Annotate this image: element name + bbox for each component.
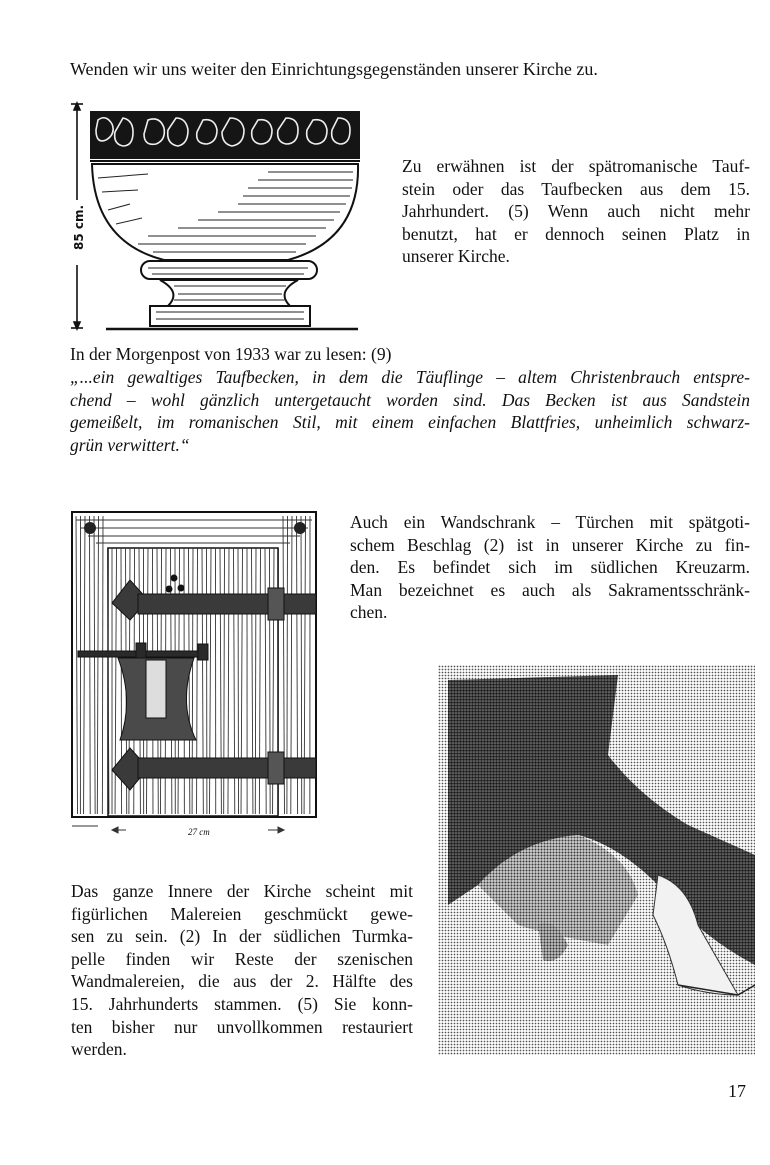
text-line: schem Beschlag (2) ist in unserer Kirche zu fin- — [350, 534, 750, 555]
newspaper-quote — [70, 366, 750, 456]
cabinet-door-illustration — [68, 508, 330, 853]
quote-line: chend – wohl gänzlich untergetaucht worden sind. Das Becken ist aus Sandstein — [70, 389, 750, 410]
corner-ornament — [84, 522, 96, 534]
font-description — [402, 155, 750, 268]
text-line: Zu erwähnen ist der spätromanische Tauf- — [402, 156, 750, 176]
quote-line: grün verwittert.“ — [70, 434, 190, 455]
font-rim-band — [90, 111, 360, 159]
text-line: Das ganze Innere der Kirche scheint mit — [71, 881, 413, 901]
text-line: pelle finden wir Reste der szenischen — [71, 948, 413, 969]
text-line: benutzt, hat er dennoch seinen Platz in — [402, 223, 750, 244]
text-line: sen zu sein. (2) In der südlichen Turmka- — [71, 926, 413, 947]
intro-paragraph: Wenden wir uns weiter den Einrichtungsgegenständen unserer Kirche zu. — [70, 59, 598, 79]
quote-intro: In der Morgenpost von 1933 war zu lesen: (9) — [70, 344, 392, 364]
baptismal-font-illustration — [68, 100, 368, 332]
text-line: stein oder das Taufbecken aus dem 15. — [402, 178, 750, 199]
quote-line: „...ein gewaltiges Taufbecken, in dem die Täuflinge – altem Christenbrauch entspre- — [70, 367, 750, 387]
quote-line: gemeißelt, im romanischen Stil, mit einem einfachen Blattfries, unheimlich schwarz- — [70, 412, 750, 433]
text-line: unserer Kirche. — [402, 246, 510, 267]
text-line: ten bisher nur unvollkommen restauriert — [71, 1016, 413, 1037]
page-number: 17 — [728, 1081, 746, 1101]
font-stem — [160, 280, 298, 306]
text-line: Auch ein Wandschrank – Türchen mit spätgoti- — [350, 512, 750, 532]
text-line: den. Es befindet sich im südlichen Kreuzarm. — [350, 557, 750, 578]
font-height-label: 85 cm. — [72, 204, 86, 250]
painting-description — [71, 880, 413, 1061]
text-line: 15. Jahrhunderts stammen. (5) Sie konn- — [71, 993, 413, 1014]
text-line: figürlichen Malereien geschmückt gewe- — [71, 903, 413, 924]
dimension-line-horizontal — [72, 826, 284, 833]
cabinet-width-label: 27 cm — [188, 827, 210, 837]
font-base — [150, 306, 310, 326]
wall-painting-photo — [438, 665, 755, 1055]
text-line: Man bezeichnet es auch als Sakramentsschränk- — [350, 579, 750, 600]
corner-ornament — [294, 522, 306, 534]
cabinet-description — [350, 511, 750, 624]
text-line: werden. — [71, 1039, 127, 1060]
lock-slot — [146, 660, 166, 718]
text-line: Jahrhundert. (5) Wenn auch nicht mehr — [402, 201, 750, 222]
text-line: Wandmalereien, die aus der 2. Hälfte des — [71, 971, 413, 992]
text-line: chen. — [350, 602, 388, 623]
font-node — [141, 261, 317, 279]
